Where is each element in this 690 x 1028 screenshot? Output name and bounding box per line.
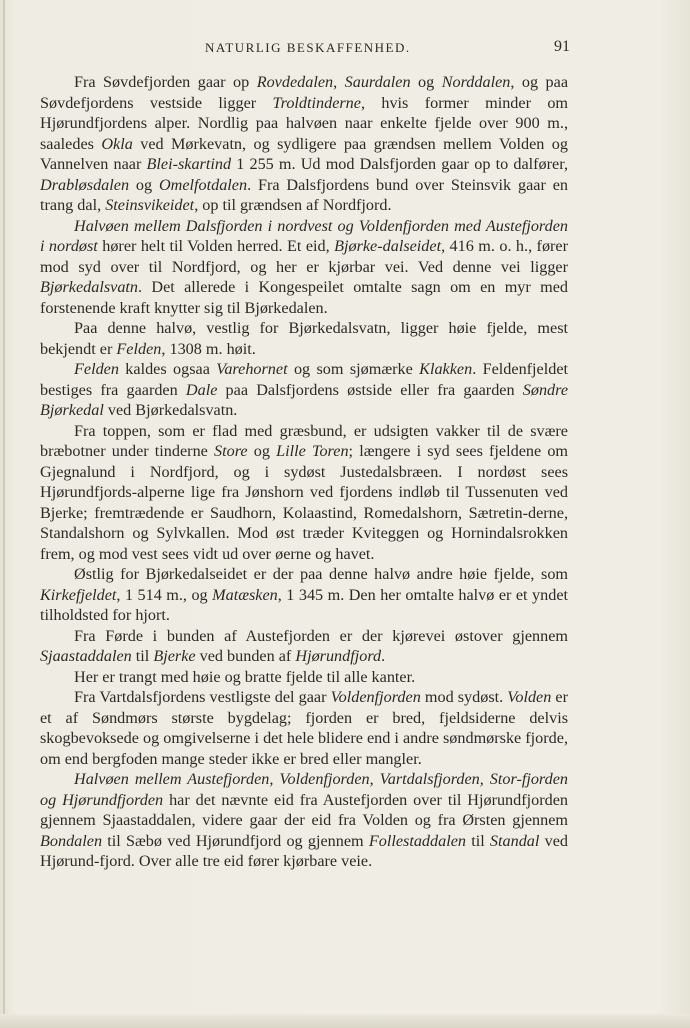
text-run: til Sæbø ved Hjørundfjord og gjennem (102, 831, 369, 850)
italic-place-name: Standal (489, 831, 540, 850)
italic-place-name: Søndre Bjørkedal (40, 380, 569, 419)
text-run: Fra Søvdefjorden gaar op (74, 73, 257, 91)
text-run: ved Hjørund-fjord. Over alle tre eid fører kjørbare veie. (40, 831, 568, 870)
italic-place-name: Bjørke-dalseidet (334, 237, 442, 255)
paragraph (40, 667, 568, 688)
italic-place-name: Okla (101, 134, 133, 153)
paragraph (40, 564, 568, 626)
italic-place-name: Halvøen mellem Dalsfjorden i nordvest og Voldenfjorden med Austefjorden i nordøst (40, 216, 568, 255)
paragraph (40, 216, 568, 319)
text-run: , 1308 m. høit. (161, 339, 256, 358)
text-run: , og paa Søvdefjordens vestside ligger (40, 73, 569, 112)
paragraph (40, 72, 568, 216)
text-run: hører helt til Volden herred. Et eid, (97, 237, 335, 255)
text-run: , 1 345 m. Den her omtalte halvø er et yndet tilholdsted for hjort. (40, 585, 568, 624)
paragraph (40, 769, 568, 872)
running-head: NATURLIG BESKAFFENHED. (205, 40, 411, 55)
text-run: Fra toppen, som er flad med græsbund, er udsigten vakker til de svære bræbotner under tinderne (40, 421, 568, 460)
italic-place-name: Troldtinderne (272, 93, 361, 112)
text-run: har det nævnte eid fra Austefjorden over til Hjørundfjorden gjennem Sjaastaddalen, videre gaar der eid fra Volden og fra Ørsten gjennem (40, 790, 568, 829)
body-text (40, 72, 568, 872)
paragraph (40, 318, 568, 359)
text-run: og (247, 442, 277, 460)
text-run: og (129, 175, 159, 194)
text-run: er et af Søndmørs største bygdelag; fjorden er bred, fjeldsiderne delvis skogbevoksede og omgivelserne i det hele blidere end i andre søndmørske fjorde, om end bergfoden mange steder ikke er bred eller mangler. (40, 688, 568, 768)
italic-place-name: Saurdalen (344, 73, 411, 91)
italic-place-name: Follestaddalen (368, 831, 466, 850)
text-run: til (131, 647, 154, 665)
italic-place-name: Varehornet (216, 360, 288, 378)
text-run: . Fra Dalsfjordens bund over Steinsvik gaar en trang dal, (40, 175, 569, 214)
paragraph (40, 421, 568, 565)
italic-place-name: Store (214, 442, 248, 460)
text-run: mod sydøst. (420, 688, 508, 706)
paragraph (40, 687, 568, 769)
text-run: , (333, 73, 345, 91)
text-run: Østlig for Bjørkedalseidet er der paa denne halvø andre høie fjelde, som (74, 565, 568, 583)
text-run: Fra Vartdalsfjordens vestligste del gaar (74, 688, 331, 706)
paragraph (40, 359, 568, 421)
page-number: 91 (554, 38, 570, 55)
page-spine-edge (3, 0, 5, 1028)
italic-place-name: Lille Toren (276, 442, 349, 460)
italic-place-name: Bondalen (40, 831, 103, 850)
italic-place-name: Halvøen mellem Austefjorden, Voldenfjorden, Vartdalsfjorden, Stor-fjorden og Hjørundfjorden (40, 770, 568, 809)
text-run: . Det allerede i Kongespeilet omtalte sagn om en myr med forstenende kraft knytter sig til Bjørkedalen. (40, 278, 568, 317)
italic-place-name: Volden (507, 688, 552, 706)
text-run: ved Bjørkedalsvatn. (103, 401, 238, 419)
text-run: Paa denne halvø, vestlig for Bjørkedalsvatn, ligger høie fjelde, mest bekjendt er (40, 319, 568, 358)
text-run: Her er trangt med høie og bratte fjelde til alle kanter. (74, 667, 416, 686)
italic-place-name: Felden (116, 339, 162, 358)
text-run: og som sjømærke (287, 360, 420, 378)
text-run: . Feldenfjeldet bestiges fra gaarden (40, 360, 569, 399)
paragraph (40, 626, 568, 667)
text-run: , 416 m. o. h., fører mod syd over til Nordfjord, og her er kjørbar vei. Ved denne vei ligger (40, 237, 568, 276)
text-run: . (381, 647, 386, 665)
text-run: ved Mørkevatn, og sydligere paa grændsen mellem Volden og Vannelven naar (40, 134, 568, 173)
text-run: Fra Førde i bunden af Austefjorden er der kjørevei østover gjennem (74, 626, 568, 645)
italic-place-name: Felden (74, 360, 119, 378)
italic-place-name: Matæsken (212, 585, 278, 604)
italic-place-name: Omelfotdalen (158, 175, 248, 194)
italic-place-name: Bjerke (153, 647, 196, 665)
page-header (40, 40, 570, 60)
page-bottom-edge (0, 1014, 690, 1028)
text-run: og (410, 73, 442, 91)
italic-place-name: Norddalen (441, 73, 511, 91)
text-run: paa Dalsfjordens østside eller fra gaarden (217, 380, 523, 399)
italic-place-name: Klakken (419, 360, 473, 378)
italic-place-name: Voldenfjorden (330, 688, 421, 706)
italic-place-name: Steinsvikeidet (105, 196, 195, 214)
italic-place-name: Kirkefjeldet (40, 585, 117, 604)
text-run: ; længere i syd sees fjeldene om Gjegnalund i Nordfjord, og i sydøst Justedalsbræen. I nordøst sees Hjørundfjords-alperne lige fra Jønshorn ved fjordens indløb til Tussenuten ved Bjerke; fremtrædende er Saudhorn, Kolaastind, Romedalshorn, Sætretin-derne, Standalshorn og Sylvkallen. Mod øst træder Kviteggen og Hornindalsrokken frem, og mod vest sees vidt ud over øerne og havet. (40, 442, 569, 563)
text-run: 1 255 m. Ud mod Dalsfjorden gaar op to dalfører, (231, 155, 568, 173)
italic-place-name: Blei-skartind (146, 155, 232, 173)
text-run: kaldes ogsaa (118, 360, 217, 378)
italic-place-name: Drabløsdalen (40, 175, 130, 194)
italic-place-name: Rovdedalen (256, 73, 334, 91)
text-run: , op til grændsen af Nordfjord. (194, 196, 392, 214)
text-run: ved bunden af (195, 647, 296, 665)
italic-place-name: Bjørkedalsvatn (40, 278, 139, 296)
text-run: , 1 514 m., og (116, 585, 213, 604)
italic-place-name: Dale (185, 380, 218, 399)
text-run: , hvis former minder om Hjørundfjordens alper. Nordlig paa halvøen naar enkelte fjelde over 900 m., saaledes (40, 93, 569, 153)
text-run: til (465, 831, 490, 850)
italic-place-name: Sjaastaddalen (40, 647, 132, 665)
italic-place-name: Hjørundfjord (295, 647, 382, 665)
